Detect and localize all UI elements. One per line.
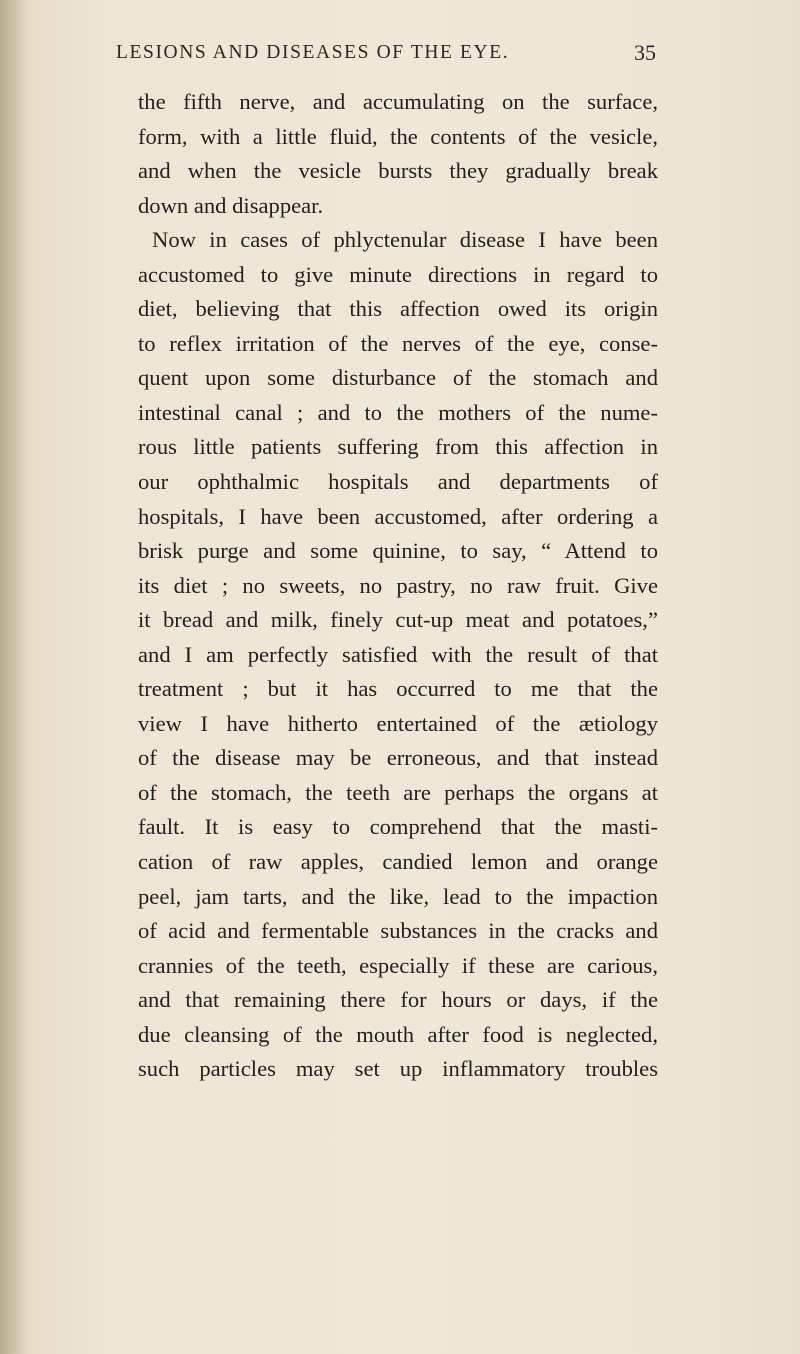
text-line: of the disease may be erroneous, and that instead [138,745,658,771]
text-line: hospitals, I have been accustomed, after ordering a [138,503,658,529]
text-line: diet, believing that this affection owed its origin [138,296,658,322]
text-line: our ophthalmic hospitals and departments of [138,469,658,495]
text-line: it bread and milk, finely cut-up meat and potatoes,” [138,607,658,633]
text-line: accustomed to give minute directions in regard to [138,261,658,287]
text-line: brisk purge and some quinine, to say, “ Attend to [138,538,658,564]
text-line: of acid and fermentable substances in the cracks and [138,918,658,944]
text-line: to reflex irritation of the nerves of the eye, conse- [138,330,658,356]
text-line: and that remaining there for hours or days, if the [138,987,658,1013]
text-line: rous little patients suffering from this affection in [138,434,658,460]
text-line: the fifth nerve, and accumulating on the surface, [138,89,658,114]
text-line: view I have hitherto entertained of the ætiology [138,710,658,736]
text-line: cation of raw apples, candied lemon and orange [138,849,658,875]
running-title: LESIONS AND DISEASES OF THE EYE. [116,42,510,63]
page-number: 35 [634,40,656,65]
text-line: its diet ; no sweets, no pastry, no raw fruit. Give [138,572,658,598]
text-line: treatment ; but it has occurred to me that the [138,676,658,702]
text-line: peel, jam tarts, and the like, lead to the impaction [138,883,658,909]
text-line: quent upon some disturbance of the stomach and [138,365,658,391]
text-line: and when the vesicle bursts they gradually break [138,158,658,184]
text-line: form, with a little fluid, the contents of the vesicle, [138,123,658,149]
text-line: down and disappear. [138,192,324,218]
text-line: fault. It is easy to comprehend that the masti- [138,814,658,840]
text-line: of the stomach, the teeth are perhaps the organs at [138,779,658,805]
body-text [138,85,658,1087]
running-head [116,42,656,76]
text-line: intestinal canal ; and to the mothers of the nume- [138,399,658,425]
text-line: such particles may set up inflammatory troubles [138,1056,658,1082]
text-line: and I am perfectly satisfied with the result of that [138,641,658,667]
text-line: due cleansing of the mouth after food is neglected, [138,1021,658,1047]
text-line: crannies of the teeth, especially if these are carious, [138,952,658,978]
binding-gutter-shadow [0,0,28,1354]
text-line: Now in cases of phlyctenular disease I have been [152,227,658,253]
